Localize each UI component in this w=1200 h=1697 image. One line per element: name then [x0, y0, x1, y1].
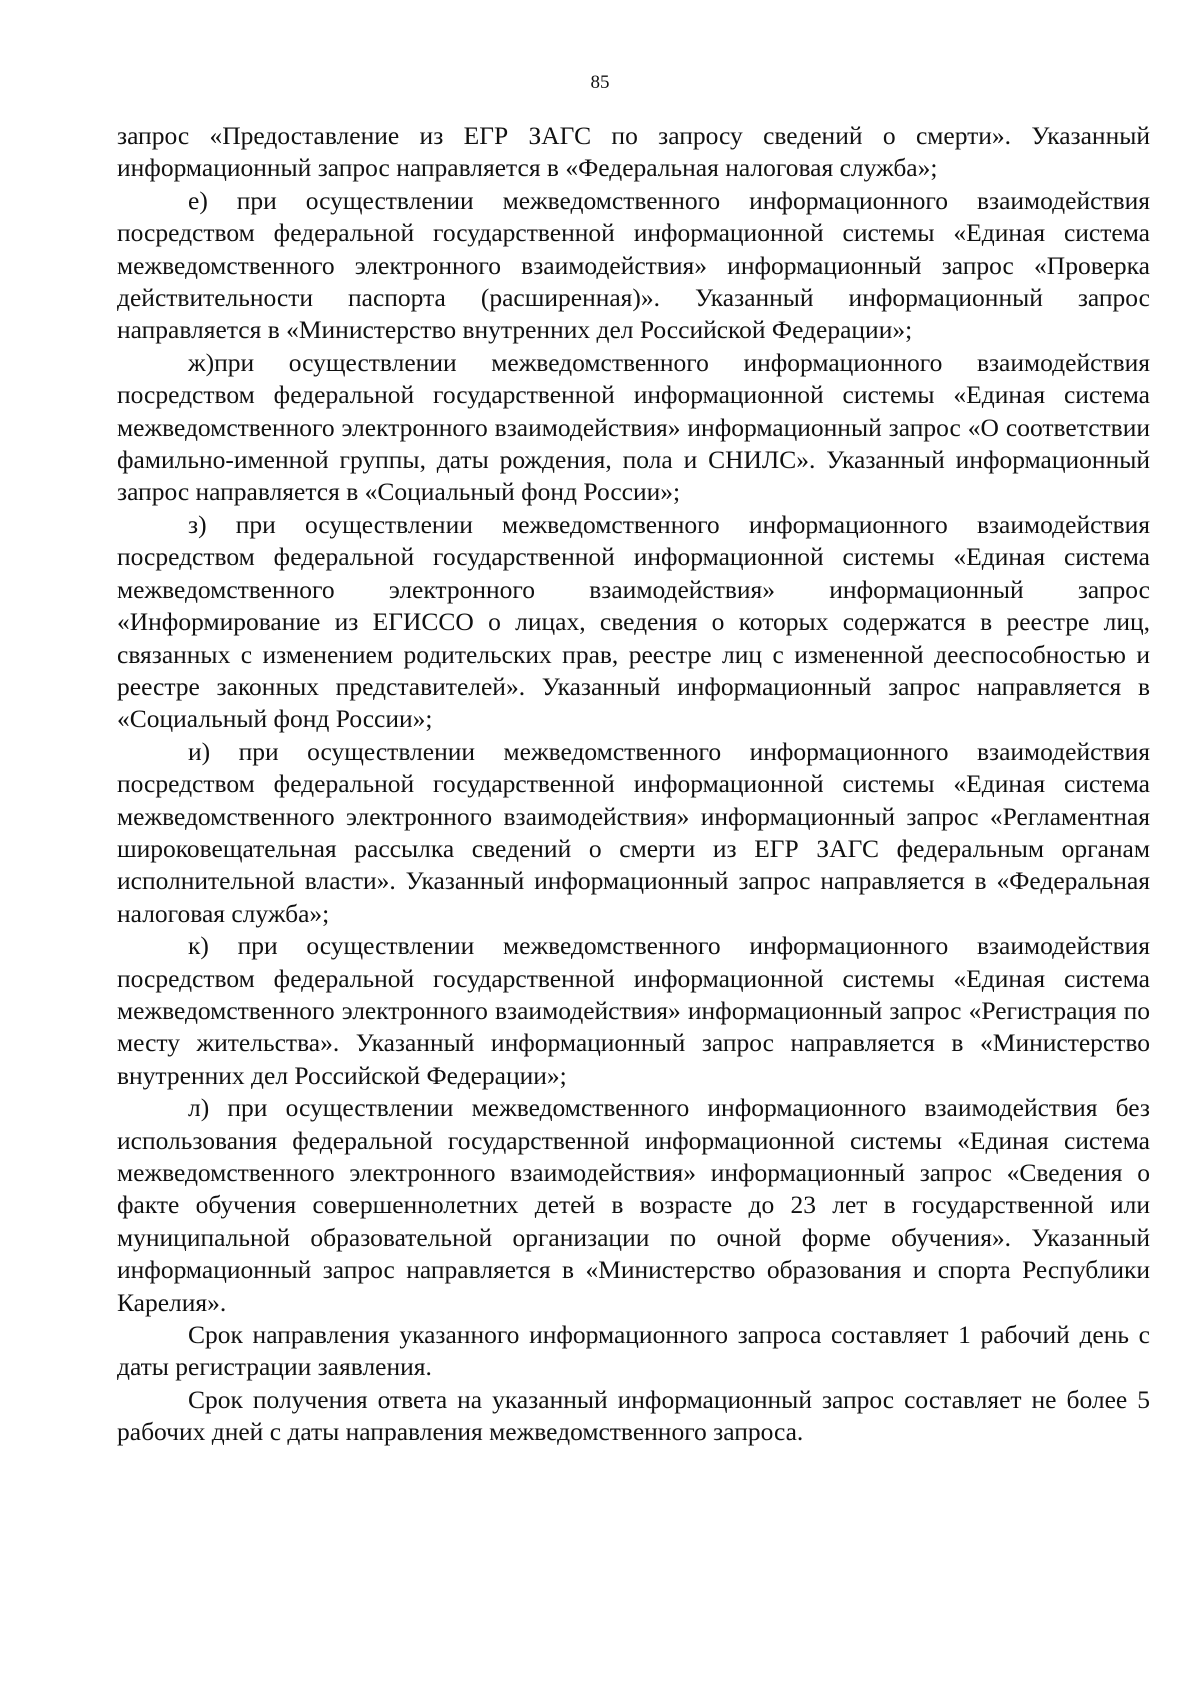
paragraph-response-deadline: Срок получения ответа на указанный информационный запрос составляет не более 5 рабочих дней с даты направления межведомственного запроса. — [117, 1384, 1150, 1447]
paragraph-item-z: з) при осуществлении межведомственного информационного взаимодействия посредством федеральной государственной информационной системы «Единая система межведомственного электронного взаимодействия» информационный запрос «Информирование из ЕГИССО о лицах, сведения о которых содержатся в реестре лиц, связанных с изменением родительских прав, реестре лиц с измененной дееспособностью и реестре законных представителей». Указанный информационный запрос направляется в «Социальный фонд России»; — [117, 509, 1150, 734]
paragraph-item-k: к) при осуществлении межведомственного информационного взаимодействия посредством федеральной государственной информационной системы «Единая система межведомственного электронного взаимодействия» информационный запрос «Регистрация по месту жительства». Указанный информационный запрос направляется в «Министерство внутренних дел Российской Федерации»; — [117, 931, 1150, 1090]
paragraph-request-deadline: Срок направления указанного информационного запроса составляет 1 рабочий день с даты регистрации заявления. — [117, 1320, 1150, 1382]
paragraph-item-l: л) при осуществлении межведомственного информационного взаимодействия без использования федеральной государственной информационной системы «Единая система межведомственного электронного взаимодействия» информационный запрос «Сведения о факте обучения совершеннолетних детей в возрасте до 23 лет в государственной или муниципальной образовательной организации по очной форме обучения». Указанный информационный запрос направляется в «Министерство образования и спорта Республики Карелия». — [117, 1093, 1150, 1317]
document-body — [117, 120, 1150, 1449]
page-number: 85 — [590, 72, 610, 93]
paragraph-item-i: и) при осуществлении межведомственного информационного взаимодействия посредством федеральной государственной информационной системы «Единая система межведомственного электронного взаимодействия» информационный запрос «Регламентная широковещательная рассылка сведений о смерти из ЕГР ЗАГС федеральным органам исполнительной власти». Указанный информационный запрос направляется в «Федеральная налоговая служба»; — [117, 736, 1150, 928]
paragraph-item-e: е) при осуществлении межведомственного информационного взаимодействия посредством федеральной государственной информационной системы «Единая система межведомственного электронного взаимодействия» информационный запрос «Проверка действительности паспорта (расширенная)». Указанный информационный запрос направляется в «Министерство внутренних дел Российской Федерации»; — [117, 185, 1150, 345]
paragraph-continuation: запрос «Предоставление из ЕГР ЗАГС по запросу сведений о смерти». Указанный информационный запрос направляется в «Федеральная налоговая служба»; — [117, 121, 1150, 183]
paragraph-item-zh: ж)при осуществлении межведомственного информационного взаимодействия посредством федеральной государственной информационной системы «Единая система межведомственного электронного взаимодействия» информационный запрос «О соответствии фамильно-именной группы, даты рождения, пола и СНИЛС». Указанный информационный запрос направляется в «Социальный фонд России»; — [117, 347, 1150, 507]
